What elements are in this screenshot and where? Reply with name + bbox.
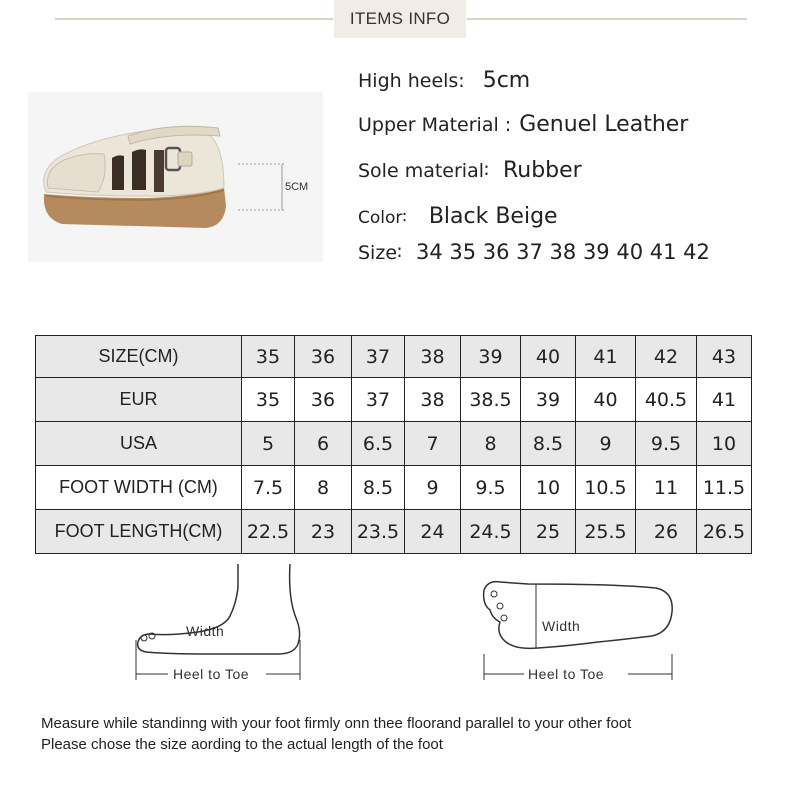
table-cell: 26 xyxy=(636,510,697,554)
table-cell: 5 xyxy=(242,422,295,466)
table-cell: 36 xyxy=(295,378,352,422)
table-cell: 36 xyxy=(295,336,352,378)
table-cell: 24.5 xyxy=(461,510,521,554)
table-cell: 8 xyxy=(295,466,352,510)
header-divider-right xyxy=(467,18,747,20)
table-cell: 22.5 xyxy=(242,510,295,554)
spec-upper-material xyxy=(358,112,688,137)
table-cell: 37 xyxy=(352,336,405,378)
row-header: EUR xyxy=(36,378,242,422)
table-cell: 9.5 xyxy=(636,422,697,466)
table-row-foot-width xyxy=(36,466,752,510)
table-cell: 40 xyxy=(521,336,576,378)
table-cell: 6.5 xyxy=(352,422,405,466)
table-cell: 11 xyxy=(636,466,697,510)
table-cell: 41 xyxy=(576,336,636,378)
size-chart-table xyxy=(35,335,752,554)
section-title: ITEMS INFO xyxy=(334,0,466,38)
table-cell: 37 xyxy=(352,378,405,422)
spec-high-heels xyxy=(358,68,530,93)
table-row-foot-length xyxy=(36,510,752,554)
table-cell: 40.5 xyxy=(636,378,697,422)
product-photo xyxy=(28,92,323,262)
table-cell: 26.5 xyxy=(697,510,752,554)
spec-label: Upper Material : xyxy=(358,114,512,136)
table-cell: 8.5 xyxy=(521,422,576,466)
spec-label: Color∶ xyxy=(358,208,407,228)
side-length-label: Heel to Toe xyxy=(173,666,250,682)
table-cell: 38.5 xyxy=(461,378,521,422)
table-cell: 42 xyxy=(636,336,697,378)
sole-length-label: Heel to Toe xyxy=(528,666,605,682)
measure-instruction: Measure while standinng with your foot firmly onn thee floorand parallel to your other foot xyxy=(41,715,632,732)
table-cell: 7 xyxy=(405,422,461,466)
spec-value: Black Beige xyxy=(428,204,558,229)
spec-value: Rubber xyxy=(502,158,582,183)
table-cell: 35 xyxy=(242,378,295,422)
table-cell: 6 xyxy=(295,422,352,466)
spec-color xyxy=(358,204,558,229)
spec-value: 5cm xyxy=(482,68,531,93)
table-cell: 8.5 xyxy=(352,466,405,510)
table-cell: 9 xyxy=(576,422,636,466)
spec-label: High heels: xyxy=(358,70,465,92)
row-header: FOOT LENGTH(CM) xyxy=(36,510,242,554)
table-cell: 39 xyxy=(461,336,521,378)
table-cell: 25.5 xyxy=(576,510,636,554)
table-cell: 40 xyxy=(576,378,636,422)
table-cell: 8 xyxy=(461,422,521,466)
table-cell: 38 xyxy=(405,336,461,378)
table-cell: 38 xyxy=(405,378,461,422)
shoe-illustration xyxy=(28,92,323,262)
table-cell: 24 xyxy=(405,510,461,554)
table-cell: 39 xyxy=(521,378,576,422)
table-cell: 23.5 xyxy=(352,510,405,554)
spec-label: Size∶ xyxy=(358,242,402,264)
side-width-label: Width xyxy=(186,623,225,639)
spec-sole-material xyxy=(358,158,582,183)
table-cell: 11.5 xyxy=(697,466,752,510)
table-cell: 10 xyxy=(697,422,752,466)
table-row-usa xyxy=(36,422,752,466)
table-cell: 43 xyxy=(697,336,752,378)
spec-value: 34 35 36 37 38 39 40 41 42 xyxy=(415,240,710,264)
table-cell: 41 xyxy=(697,378,752,422)
table-row-size-cm xyxy=(36,336,752,378)
heel-height-label: 5CM xyxy=(285,181,309,193)
table-cell: 7.5 xyxy=(242,466,295,510)
row-header: FOOT WIDTH (CM) xyxy=(36,466,242,510)
table-cell: 25 xyxy=(521,510,576,554)
table-row-eur xyxy=(36,378,752,422)
table-cell: 35 xyxy=(242,336,295,378)
table-cell: 10 xyxy=(521,466,576,510)
header-divider-left xyxy=(55,18,333,20)
spec-size xyxy=(358,240,710,264)
table-cell: 9 xyxy=(405,466,461,510)
spec-label: Sole material∶ xyxy=(358,160,489,182)
row-header: SIZE(CM) xyxy=(36,336,242,378)
sole-width-label: Width xyxy=(542,618,581,634)
size-instruction: Please chose the size aording to the actual length of the foot xyxy=(41,736,443,753)
table-cell: 23 xyxy=(295,510,352,554)
table-cell: 9.5 xyxy=(461,466,521,510)
row-header: USA xyxy=(36,422,242,466)
table-cell: 10.5 xyxy=(576,466,636,510)
spec-value: Genuel Leather xyxy=(519,112,689,137)
